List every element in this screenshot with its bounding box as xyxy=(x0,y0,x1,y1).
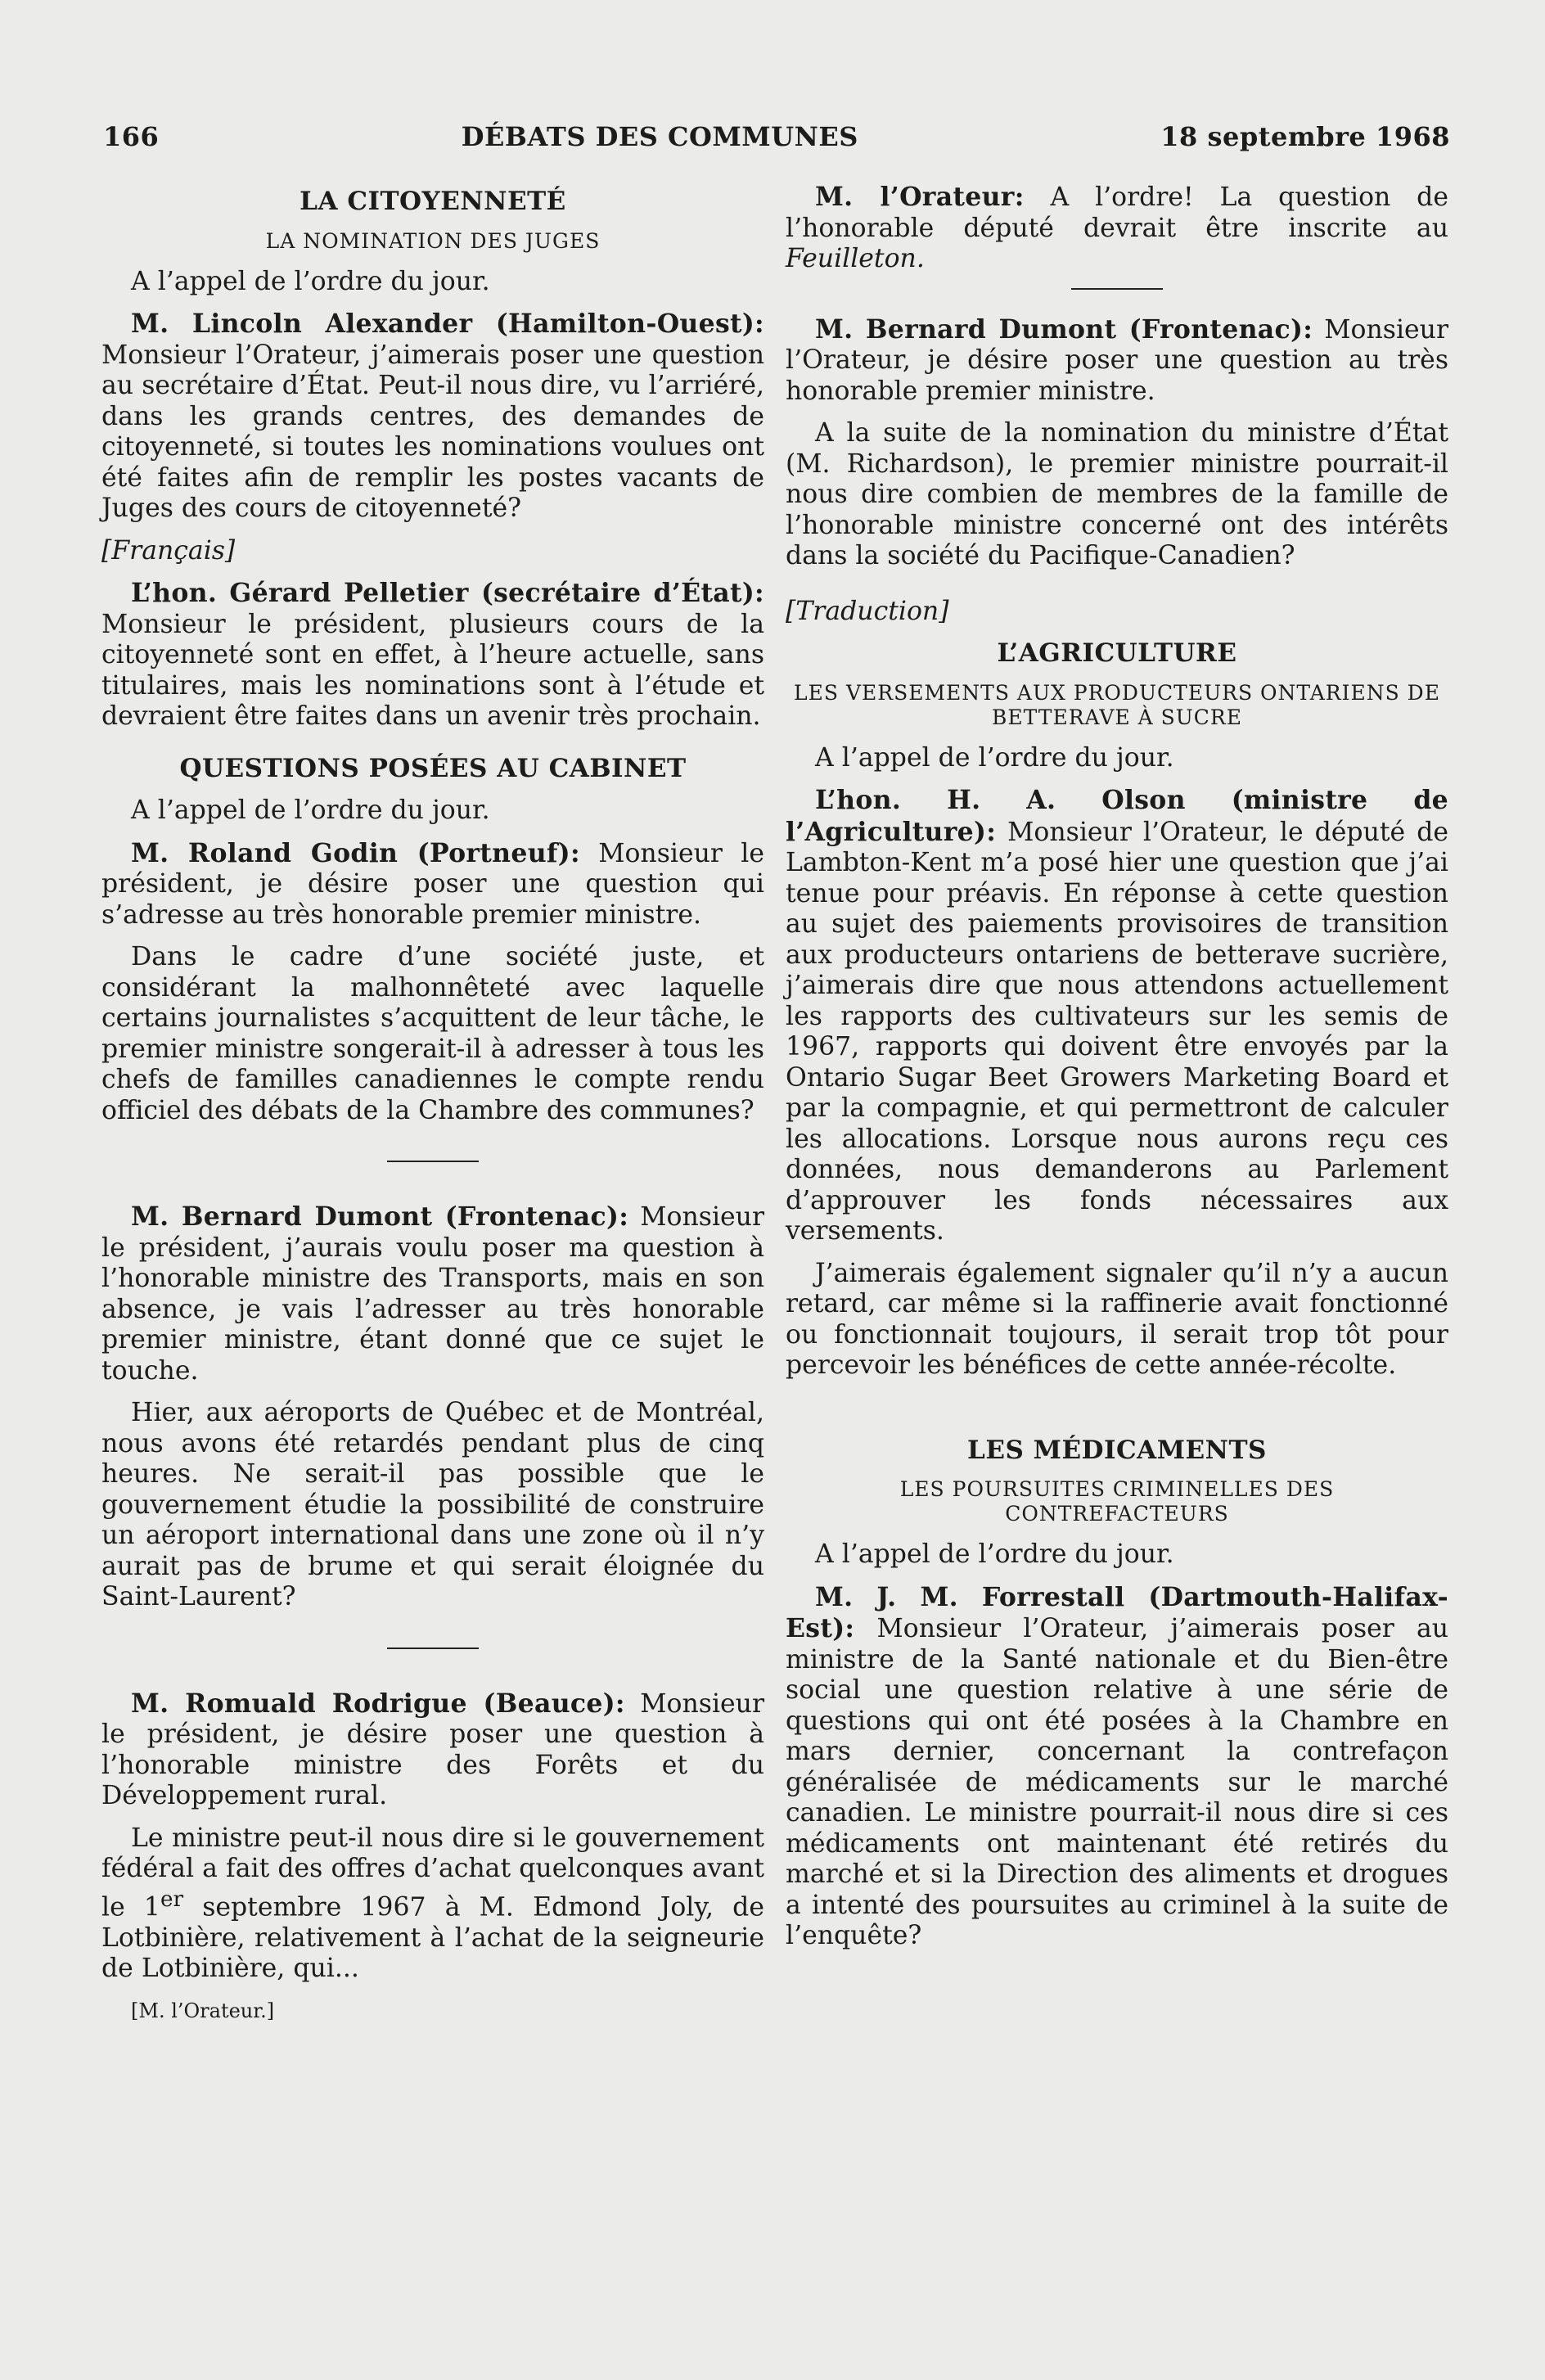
speech-paragraph xyxy=(101,838,764,931)
separator-rule xyxy=(387,1161,479,1162)
section-heading-agriculture: L’AGRICULTURE xyxy=(997,638,1237,668)
separator-rule xyxy=(387,1648,479,1649)
running-header xyxy=(103,121,1450,152)
subheading-versements-betterave: LES VERSEMENTS AUX PRODUCTEURS ONTARIENS DE BETTERAVE À SUCRE xyxy=(794,680,1440,729)
speech-text: Monsieur l’Orateur, je désire poser une question au très honorable premier ministre. xyxy=(786,314,1449,406)
speech-paragraph: Hier, aux aéroports de Québec et de Montréal, nous avons été retardés pendant plus de cinq heures. Ne serait-il pas possible que le gouvernement étudie la possibilité de construire un aéroport international dans une zone où il n’y aurait pas de brume et qui serait éloignée du Saint-Laurent? xyxy=(101,1398,764,1611)
left-column xyxy=(101,182,764,2038)
speech-paragraph: A la suite de la nomination du ministre d’État (M. Richardson), le premier ministre pourrait-il nous dire combien de membres de la famille de l’honorable ministre concerné ont des intérêts dans la société du Pacifique-Canadien? xyxy=(786,418,1448,570)
page-date: 18 septembre 1968 xyxy=(1160,121,1450,152)
speech-paragraph xyxy=(786,785,1448,1247)
speech-text: Monsieur le président, plusieurs cours de la citoyenneté sont en effet, à l’heure actuelle, sans titulaires, mais les nominations sont à l’étude et devraient être faites dans un avenir très prochain. xyxy=(101,609,764,731)
speech-text: Le ministre peut-il nous dire si le gouvernement fédéral a fait des offres d’achat quelconques avant le 1 xyxy=(101,1823,764,1922)
ordinal-suffix: er xyxy=(160,1886,184,1912)
speech-text: Monsieur le président, je désire poser une question à l’honorable ministre des Forêts et du Développement rural. xyxy=(101,1688,765,1810)
speaker-name: M. J. M. Forrestall (Dartmouth-Halifax-Est): xyxy=(786,1581,1448,1643)
section-spacer xyxy=(786,1393,1448,1431)
speech-paragraph xyxy=(101,1201,764,1386)
speaker-name: L’hon. H. A. Olson (ministre de l’Agriculture): xyxy=(786,785,1448,847)
section-heading-citoyennete: LA CITOYENNETÉ xyxy=(300,187,566,216)
speech-text: Monsieur le président, je désire poser une question qui s’adresse au très honorable premier ministre. xyxy=(101,838,764,930)
order-of-day: A l’appel de l’ordre du jour. xyxy=(815,742,1174,773)
subheading-nomination-juges: LA NOMINATION DES JUGES xyxy=(265,228,601,253)
speaker-name: M. l’Orateur: xyxy=(815,182,1025,212)
publication-title: DÉBATS DES COMMUNES xyxy=(461,121,858,152)
section-heading-medicaments: LES MÉDICAMENTS xyxy=(967,1435,1267,1465)
speech-paragraph: Dans le cadre d’une société juste, et considérant la malhonnêteté avec laquelle certains journalistes s’acquittent de leur tâche, le premier ministre songerait-il à adresser à tous les chefs de familles canadiennes le compte rendu officiel des débats de la Chambre des communes? xyxy=(101,942,764,1125)
speech-paragraph xyxy=(101,578,764,732)
page-number: 166 xyxy=(103,121,160,152)
speech-text: septembre 1967 à M. Edmond Joly, de Lotbinière, relativement à l’achat de la seigneurie de Lotbinière, qui... xyxy=(101,1892,764,1983)
speech-paragraph xyxy=(786,182,1448,275)
speech-text: A l’ordre! La question de l’honorable député devrait être inscrite au xyxy=(786,183,1448,243)
speaker-name: M. Romuald Rodrigue (Beauce): xyxy=(131,1688,625,1719)
order-of-day: A l’appel de l’ordre du jour. xyxy=(131,796,490,825)
speaker-note: [M. l’Orateur.] xyxy=(131,1999,275,2022)
section-heading-questions-cabinet: QUESTIONS POSÉES AU CABINET xyxy=(179,753,687,783)
order-of-day: A l’appel de l’ordre du jour. xyxy=(815,1539,1174,1569)
speaker-name: M. Bernard Dumont (Frontenac): xyxy=(815,313,1313,345)
speech-paragraph xyxy=(786,1582,1448,1952)
speech-paragraph: J’aimerais également signaler qu’il n’y a aucun retard, car même si la raffinerie avait fonctionné ou fonctionnait toujours, il serait trop tôt pour percevoir les bénéfices de cette année-récolte. xyxy=(786,1258,1448,1380)
speaker-name: M. Roland Godin (Portneuf): xyxy=(131,837,580,868)
speaker-name: M. Bernard Dumont (Frontenac): xyxy=(131,1201,629,1232)
speech-paragraph xyxy=(786,314,1448,408)
speech-text: Monsieur l’Orateur, le député de Lambton-Kent m’a posé hier une question que j’ai tenue pour préavis. En réponse à cette question au sujet des paiements provisoires de transition aux producteurs ontariens de betterave sucrière, j’aimerais dire que nous attendons actuellement les rapports des cultivateurs sur les semis de 1967, rapports qui doivent être envoyés par la Ontario Sugar Beet Growers Marketing Board et par la compagnie, et qui permettront de calculer les allocations. Lorsque nous aurons reçu ces données, nous demanderons au Parlement d’approuver les fonds nécessaires aux versements. xyxy=(786,817,1449,1246)
speech-paragraph xyxy=(101,309,764,525)
language-marker: [Traduction] xyxy=(786,596,949,626)
subheading-poursuites: LES POURSUITES CRIMINELLES DES CONTREFACTEURS xyxy=(899,1477,1335,1526)
speech-paragraph xyxy=(101,1688,764,1812)
order-of-day: A l’appel de l’ordre du jour. xyxy=(131,266,490,296)
right-column xyxy=(786,182,1448,1963)
speech-text-italic: Feuilleton. xyxy=(786,244,925,273)
speech-text: Monsieur le président, j’aurais voulu poser ma question à l’honorable ministre des Transports, mais en son absence, je vais l’adresser au très honorable premier ministre, étant donné que ce sujet le touche. xyxy=(101,1202,765,1386)
speech-paragraph xyxy=(101,1823,764,1985)
speaker-name: L’hon. Gérard Pelletier (secrétaire d’État): xyxy=(131,578,764,608)
language-marker: [Français] xyxy=(101,535,236,566)
speech-text: Monsieur l’Orateur, j’aimerais poser au ministre de la Santé nationale et du Bien-être social une question relative à une série de questions qui ont été posées à la Chambre en mars dernier, concernant la contrefaçon généralisée de médicaments sur le marché canadien. Le ministre pourrait-il nous dire si ces médicaments ont maintenant été retirés du marché et si la Direction des aliments et drogues a intenté des poursuites au criminel à la suite de l’enquête? xyxy=(786,1614,1449,1950)
speech-text: Monsieur l’Orateur, j’aimerais poser une question au secrétaire d’État. Peut-il nous dire, vu l’arriéré, dans les grands centres, des demandes de citoyenneté, si toutes les nominations voulues ont été faites afin de remplir les postes vacants de Juges des cours de citoyenneté? xyxy=(101,340,764,523)
separator-rule xyxy=(1071,288,1163,290)
speaker-name: M. Lincoln Alexander (Hamilton-Ouest): xyxy=(131,309,764,339)
